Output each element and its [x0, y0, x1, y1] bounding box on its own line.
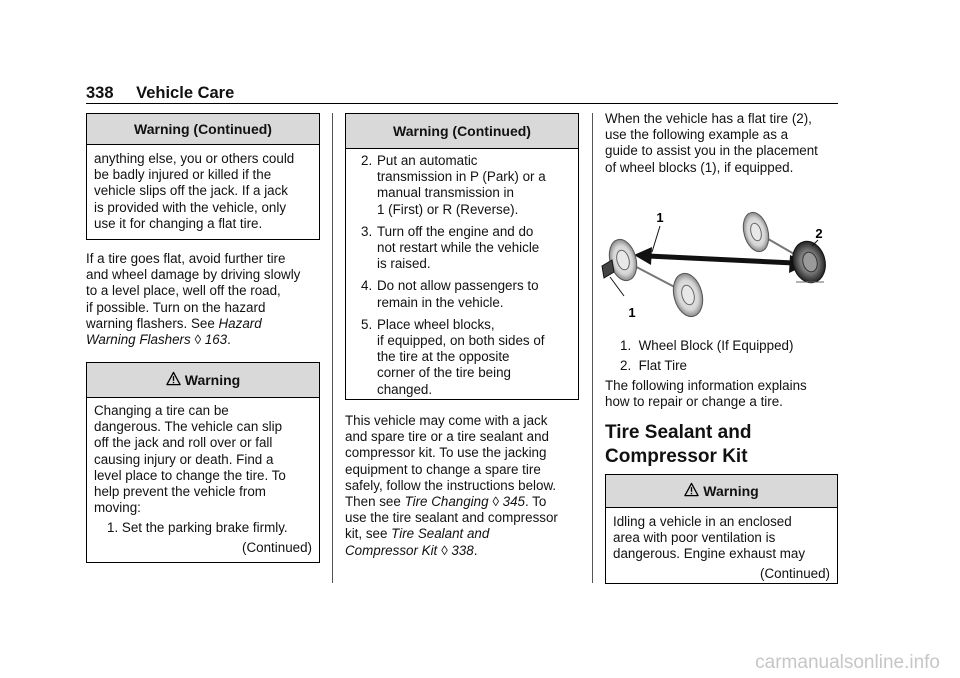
warning-triangle-icon: [166, 371, 181, 386]
watermark: carmanualsonline.info: [755, 652, 940, 673]
text-line: safely, follow the instructions below.: [345, 477, 557, 493]
warning-continued-body: [87, 145, 319, 238]
warning-continued-box-2: [345, 113, 579, 400]
text-line: use the following example as a: [605, 127, 789, 143]
text-line: If a tire goes flat, avoid further tire: [86, 251, 286, 266]
list-line: 1 (First) or R (Reverse).: [377, 201, 519, 217]
list-number: 2.: [361, 153, 373, 168]
text-line: and spare tire or a tire sealant and: [345, 429, 549, 445]
warning-header: [606, 475, 837, 508]
warning-line: level place to change the tire. To: [94, 467, 286, 483]
warning-triangle-icon: [684, 482, 699, 497]
list-line: changed.: [377, 381, 433, 397]
text-line: of wheel blocks (1), if equipped.: [605, 159, 794, 175]
warning-continued-box-1: [86, 113, 320, 240]
front-left-wheel: [739, 210, 773, 255]
text-line: This vehicle may come with a jack: [345, 413, 548, 428]
text-line: guide to assist you in the placement: [605, 143, 818, 159]
heading-line: Tire Sealant and: [605, 422, 752, 443]
warning-title: Warning: [184, 372, 241, 388]
continued-label: (Continued): [760, 565, 830, 581]
column-divider-1: [332, 113, 333, 583]
text-line: kit, see Tire Sealant and: [345, 526, 490, 542]
page-ref[interactable]: ◊ 163: [194, 332, 228, 348]
tire-changing-link[interactable]: Tire Changing: [404, 494, 489, 510]
list-line: not restart while the vehicle: [377, 240, 540, 256]
page-header: [86, 84, 234, 103]
wheel-block-intro: [605, 111, 845, 176]
warning-line: help prevent the vehicle from: [94, 484, 266, 500]
list-item: [361, 278, 572, 310]
text-line: and wheel damage by driving slowly: [86, 267, 301, 283]
warning-title: Warning: [703, 483, 759, 499]
legend-item: [620, 358, 840, 374]
warning-line: dangerous. Engine exhaust may: [613, 546, 806, 562]
header-rule: [86, 103, 838, 104]
continued-label: (Continued): [242, 539, 312, 555]
warning-line: vehicle slips off the jack. If a jack: [94, 183, 289, 199]
page-ref[interactable]: ◊ 338: [441, 542, 474, 558]
warning-line: moving:: [94, 500, 141, 516]
callout-label-2: 2: [815, 226, 823, 241]
text-line: Warning Flashers ◊ 163.: [86, 332, 231, 348]
text-line: equipment to change a spare tire: [345, 461, 541, 477]
text-line: if possible. Turn on the hazard: [86, 299, 266, 315]
callout-label-1: 1: [628, 305, 636, 320]
list-line: if equipped, on both sides of: [377, 333, 545, 349]
warning-line: use it for changing a flat tire.: [94, 215, 263, 231]
legend-text: Flat Tire: [638, 358, 687, 374]
section-heading: [605, 421, 845, 469]
legend-number: 2.: [620, 358, 632, 374]
warning-line: is provided with the vehicle, only: [94, 199, 287, 215]
legend-item: [620, 338, 840, 354]
warning-continued-title: Warning (Continued): [346, 114, 578, 149]
list-line: Do not allow passengers to: [377, 278, 539, 294]
text-line: warning flashers. See Hazard: [86, 315, 262, 331]
warning-line: off the jack and roll over or fall: [94, 435, 273, 451]
heading-line: Compressor Kit: [605, 446, 748, 467]
list-number: 4.: [361, 278, 373, 294]
hazard-flashers-link[interactable]: Hazard: [218, 315, 262, 331]
rear-right-wheel: [669, 270, 707, 320]
warning-line: anything else, you or others could: [94, 151, 295, 166]
wheel-block-icon: [602, 260, 614, 278]
list-item: [361, 224, 572, 273]
list-number: 5.: [361, 316, 373, 332]
list-line: Put an automatic: [377, 153, 478, 168]
warning-continued-title: Warning (Continued): [87, 114, 319, 145]
list-line: manual transmission in: [377, 185, 514, 201]
figure-legend: [620, 338, 840, 374]
text-line: Compressor Kit ◊ 338.: [345, 542, 478, 558]
list-line: is raised.: [377, 256, 431, 272]
legend-number: 1.: [620, 338, 632, 353]
callout-label-1: 1: [656, 210, 664, 225]
text-line: Then see Tire Changing ◊ 345. To: [345, 494, 547, 510]
hazard-flashers-link-cont[interactable]: Warning Flashers: [86, 332, 191, 348]
text-line: use the tire sealant and compressor: [345, 510, 558, 526]
repair-info-paragraph: [605, 378, 845, 410]
text-line: how to repair or change a tire.: [605, 394, 783, 410]
warning-continued-steps: [346, 149, 578, 398]
list-line: Place wheel blocks,: [377, 316, 495, 332]
diagonal-arrow: [648, 256, 794, 263]
text-line: When the vehicle has a flat tire (2),: [605, 111, 812, 126]
list-item: [361, 317, 572, 398]
list-text: Set the parking brake firmly.: [121, 520, 288, 536]
text-line: compressor kit. To use the jacking: [345, 445, 547, 461]
page-ref[interactable]: ◊ 345: [492, 494, 525, 510]
list-item: [361, 153, 572, 218]
tire-sealant-link-cont[interactable]: Compressor Kit: [345, 542, 438, 558]
warning-line: be badly injured or killed if the: [94, 167, 272, 183]
list-item: [94, 520, 312, 536]
column-divider-2: [592, 113, 593, 583]
warning-body: [606, 508, 837, 588]
text-line: to a level place, well off the road,: [86, 283, 281, 299]
text-line: The following information explains: [605, 378, 807, 393]
list-number: 1.: [107, 520, 119, 536]
warning-line: causing injury or death. Find a: [94, 451, 274, 467]
warning-line: Changing a tire can be: [94, 403, 229, 418]
jack-kit-paragraph: [345, 413, 585, 559]
flat-tire-icon: [788, 238, 830, 287]
callout-line-1-top: [652, 226, 660, 252]
list-line: Turn off the engine and do: [377, 223, 534, 239]
warning-body: [87, 398, 319, 562]
list-line: remain in the vehicle.: [377, 294, 504, 310]
list-line: the tire at the opposite: [377, 349, 510, 365]
flat-tire-paragraph: [86, 251, 326, 348]
warning-line: dangerous. The vehicle can slip: [94, 419, 283, 435]
warning-line: Idling a vehicle in an enclosed: [613, 514, 792, 529]
warning-box-1: [86, 362, 320, 563]
legend-text: Wheel Block (If Equipped): [638, 338, 794, 353]
warning-header: [87, 363, 319, 398]
list-line: corner of the tire being: [377, 365, 511, 381]
page-number: 338: [86, 84, 114, 102]
tire-sealant-link[interactable]: Tire Sealant and: [391, 526, 490, 542]
list-line: transmission in P (Park) or a: [377, 169, 546, 185]
section-title: Vehicle Care: [136, 84, 235, 102]
warning-box-2: [605, 474, 838, 584]
rear-left-wheel: [605, 236, 641, 283]
wheel-block-diagram: [596, 200, 846, 330]
list-number: 3.: [361, 223, 373, 239]
warning-line: area with poor ventilation is: [613, 530, 776, 546]
